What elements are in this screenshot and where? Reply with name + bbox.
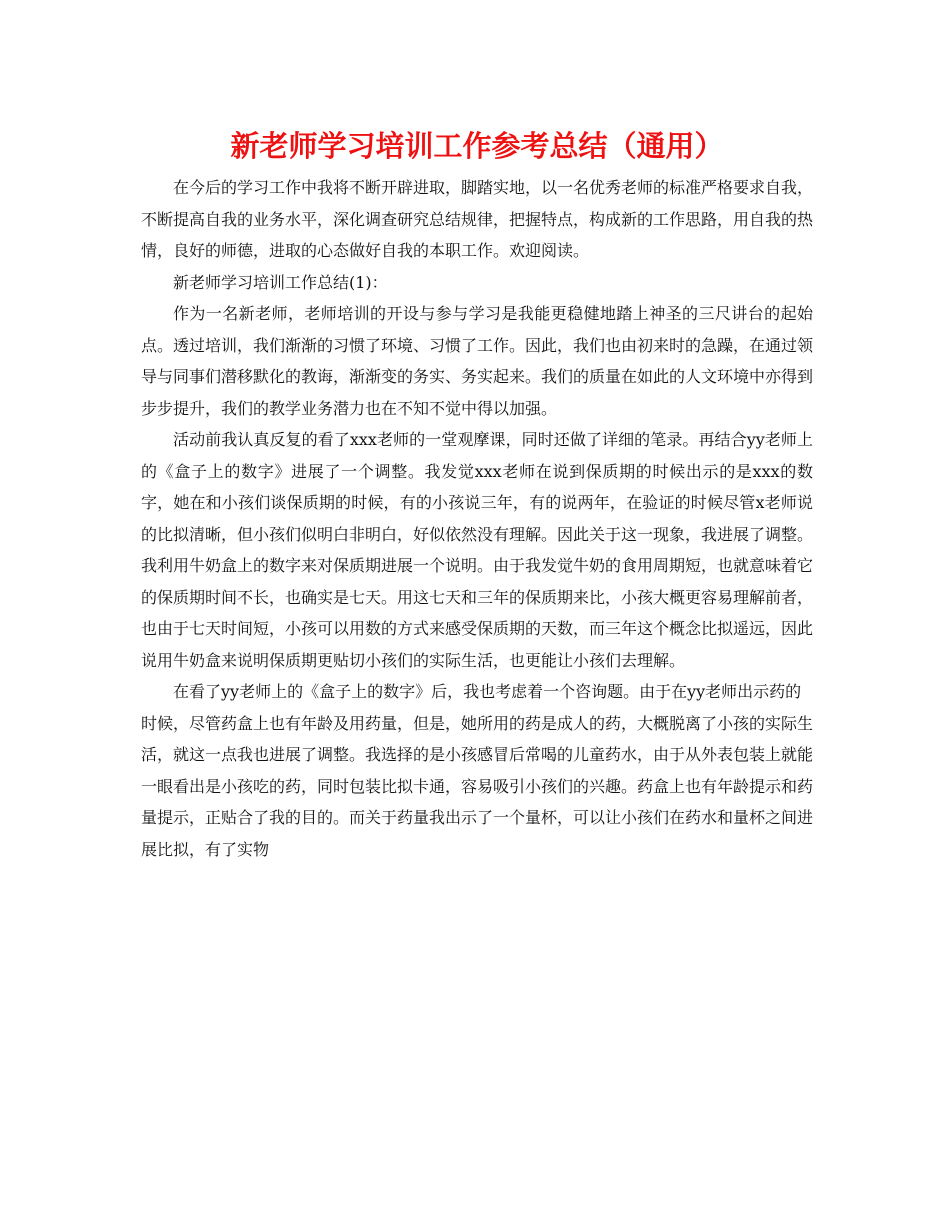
paragraph-intro: 在今后的学习工作中我将不断开辟进取，脚踏实地，以一名优秀老师的标准严格要求自我，不断提高自我的业务水平，深化调查研究总结规律，把握特点，构成新的工作思路，用自我的热情，良好的师德，进取的心态做好自我的本职工作。欢迎阅读。 <box>141 178 814 260</box>
document-title: 新老师学习培训工作参考总结（通用） <box>230 129 724 163</box>
section-heading: 新老师学习培训工作总结(1)： <box>173 272 388 292</box>
document-page <box>141 120 813 865</box>
paragraph-body: 作为一名新老师，老师培训的开设与参与学习是我能更稳健地踏上神圣的三尺讲台的起始点。透过培训，我们渐渐的习惯了环境、习惯了工作。因此，我们也由初来时的急躁，在通过领导与同事们潜移默化的教诲，渐渐变的务实、务实起来。我们的质量在如此的人文环境中亦得到步步提升，我们的教学业务潜力也在不知不觉中得以加强。 <box>141 304 814 418</box>
paragraph-body: 在看了yy老师上的《盒子上的数字》后，我也考虑着一个咨询题。由于在yy老师出示药的时候，尽管药盒上也有年龄及用药量，但是，她所用的药是成人的药，大概脱离了小孩的实际生活，就这一点我也进展了调整。我选择的是小孩感冒后常喝的儿童药水，由于从外表包装上就能一眼看出是小孩吃的药，同时包装比拟卡通，容易吸引小孩们的兴趣。药盒上也有年龄提示和药量提示，正贴合了我的目的。而关于药量我出示了一个量杯，可以让小孩们在药水和量杯之间进展比拟，有了实物 <box>141 682 814 859</box>
paragraph-body: 活动前我认真反复的看了xxx老师的一堂观摩课，同时还做了详细的笔录。再结合yy老师上的《盒子上的数字》进展了一个调整。我发觉xxx老师在说到保质期的时候出示的是xxx的数字，她在和小孩们谈保质期的时候，有的小孩说三年，有的说两年，在验证的时候尽管x老师说的比拟清晰，但小孩们似明白非明白，好似依然没有理解。因此关于这一现象，我进展了调整。我利用牛奶盒上的数字来对保质期进展一个说明。由于我发觉牛奶的食用周期短，也就意味着它的保质期时间不长，也确实是七天。用这七天和三年的保质期来比，小孩大概更容易理解前者，也由于七天时间短，小孩可以用数的方式来感受保质期的天数，而三年这个概念比拟遥远，因此说用牛奶盒来说明保质期更贴切小孩们的实际生活，也更能让小孩们去理解。 <box>141 430 814 670</box>
